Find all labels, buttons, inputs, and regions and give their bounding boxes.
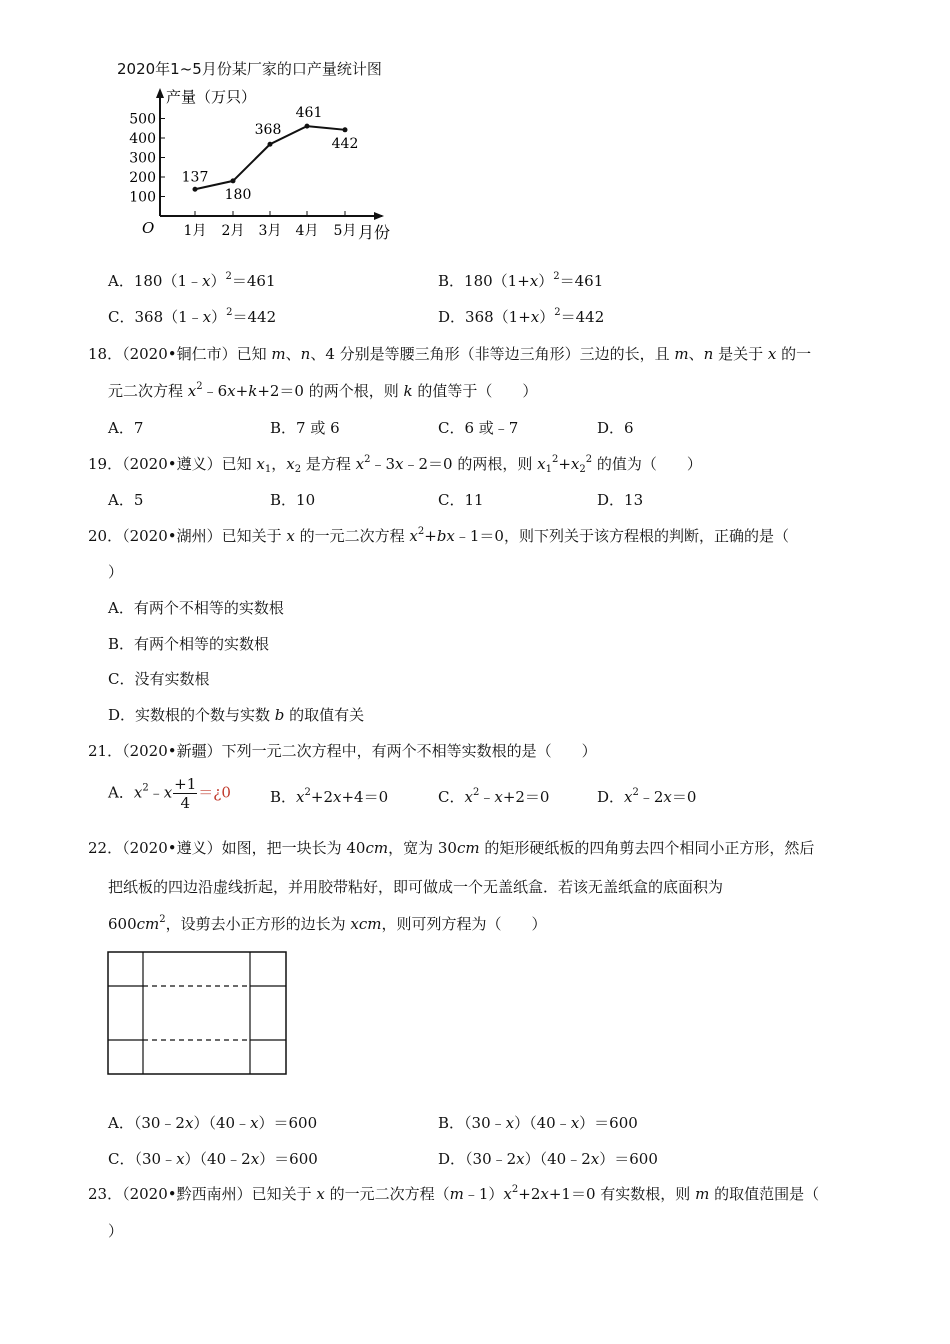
q22-stem-line3: $600cm^2$，设剪去小正方形的边长为 xcm，则可列方程为（ ） [108, 914, 547, 933]
data-label: 137 [181, 169, 209, 186]
q18-stem-line1: 18．（2020•铜仁市）已知 m、n、4 分别是等腰三角形（非等边三角形）三边的长，且 m、n 是关于 x 的一 [88, 345, 812, 363]
line-chart [100, 80, 410, 250]
q17-option-b: B．$180(1+x)^2=461$ [438, 271, 604, 290]
q23-stem-line1: 23．（2020•黔西南州）已知关于 x 的一元二次方程$(m﹣1)x^2+2x+1=0$ 有实数根，则 m 的取值范围是（ [88, 1184, 820, 1203]
q18-option-c: C．6 或﹣7 [438, 419, 519, 437]
x-tick-label: 5月 [333, 223, 357, 239]
q20-option-b: B．有两个相等的实数根 [108, 635, 270, 653]
x-tick-label: 2月 [221, 223, 245, 239]
origin-label: O [142, 219, 155, 237]
data-label: 180 [224, 186, 252, 203]
y-tick-label: 400 [129, 131, 156, 147]
q18-stem-line2: 元二次方程 $x^2﹣6x+k+2=0$ 的两个根，则 k 的值等于（ ） [108, 381, 538, 400]
q18-option-d: D．6 [597, 419, 634, 437]
chart-title: 2020年1~5月份某厂家的口产量统计图 [117, 60, 382, 78]
data-label: 461 [295, 105, 323, 122]
y-tick-label: 100 [129, 189, 156, 206]
data-label: 368 [254, 122, 282, 139]
q22-option-a: A．（30﹣2x）（40﹣x）＝600 [108, 1114, 318, 1132]
data-point [193, 187, 198, 192]
q21-option-d: D．$x^2﹣2x=0$ [597, 787, 697, 806]
q21-option-c: C．$x^2﹣x+2=0$ [438, 787, 550, 806]
q21-option-b: B．$x^2+2x+4=0$ [270, 787, 389, 806]
q20-option-d: D．实数根的个数与实数 b 的取值有关 [108, 706, 365, 724]
y-tick-label: 500 [129, 111, 156, 128]
q20-option-a: A．有两个不相等的实数根 [108, 599, 284, 617]
q19-option-c: C．11 [438, 491, 484, 509]
q20-stem-line2: ） [108, 563, 124, 581]
data-point [305, 124, 310, 129]
q18-option-b: B．7 或 6 [270, 419, 340, 437]
q22-stem-line1: 22．（2020•遵义）如图，把一块长为 40cm，宽为 30cm 的矩形硬纸板的四角剪去四个相同小正方形，然后 [88, 839, 815, 857]
data-point [231, 178, 236, 183]
y-tick-label: 300 [129, 150, 156, 167]
x-axis-arrow [374, 212, 384, 220]
q17-option-a: A．180（1﹣x）$^2$＝461 [108, 271, 276, 290]
q17-option-d: D．$368(1+x)^2=442$ [438, 307, 605, 326]
q20-option-c: C．没有实数根 [108, 670, 210, 688]
x-tick-label: 4月 [295, 223, 319, 239]
cardboard-diagram [106, 950, 290, 1076]
y-tick-label: 200 [129, 170, 156, 186]
q19-option-b: B．10 [270, 491, 316, 509]
q20-stem-line1: 20．（2020•湖州）已知关于 x 的一元二次方程 $x^2+bx﹣1=0$，则下列关于该方程根的判断，正确的是（ [88, 526, 789, 545]
x-axis-label: 月份 [358, 223, 391, 242]
q22-option-b: B．（30﹣x）（40﹣x）＝600 [438, 1114, 638, 1132]
fraction: $\frac{+1}{4}$ [174, 775, 197, 812]
x-tick-label: 3月 [258, 223, 282, 239]
data-point [343, 127, 348, 132]
y-axis-arrow [156, 88, 164, 98]
q22-option-d: D．（30﹣2x）（40﹣2x）＝600 [438, 1150, 658, 1168]
q19-option-a: A．5 [108, 491, 144, 509]
data-point [268, 142, 273, 147]
q22-stem-line2: 把纸板的四边沿虚线折起，并用胶带粘好，即可做成一个无盖纸盒．若该无盖纸盒的底面积为 [108, 878, 724, 896]
q17-option-c: C．368（1﹣x）$^2$＝442 [108, 307, 277, 326]
q21-stem: 21．（2020•新疆）下列一元二次方程中，有两个不相等实数根的是（ ） [88, 742, 597, 760]
y-axis-label: 产量（万只） [166, 88, 257, 106]
data-label: 442 [331, 135, 359, 152]
q18-option-a: A．7 [108, 419, 144, 437]
q23-stem-line2: ） [108, 1222, 124, 1240]
q19-option-d: D．13 [597, 491, 644, 509]
q21-option-a: A．$x^2﹣x$ $\frac{+1}{4}$ ＝¿0 [108, 775, 231, 812]
q22-option-c: C．（30﹣x）（40﹣2x）＝600 [108, 1150, 318, 1168]
x-tick-label: 1月 [183, 223, 207, 239]
q19-stem: 19．（2020•遵义）已知 $x_1$，$x_2$ 是方程 $x^2﹣3x﹣2=0$ 的两根，则 $x_1^2+x_2^2$ 的值为（ ） [88, 454, 702, 475]
